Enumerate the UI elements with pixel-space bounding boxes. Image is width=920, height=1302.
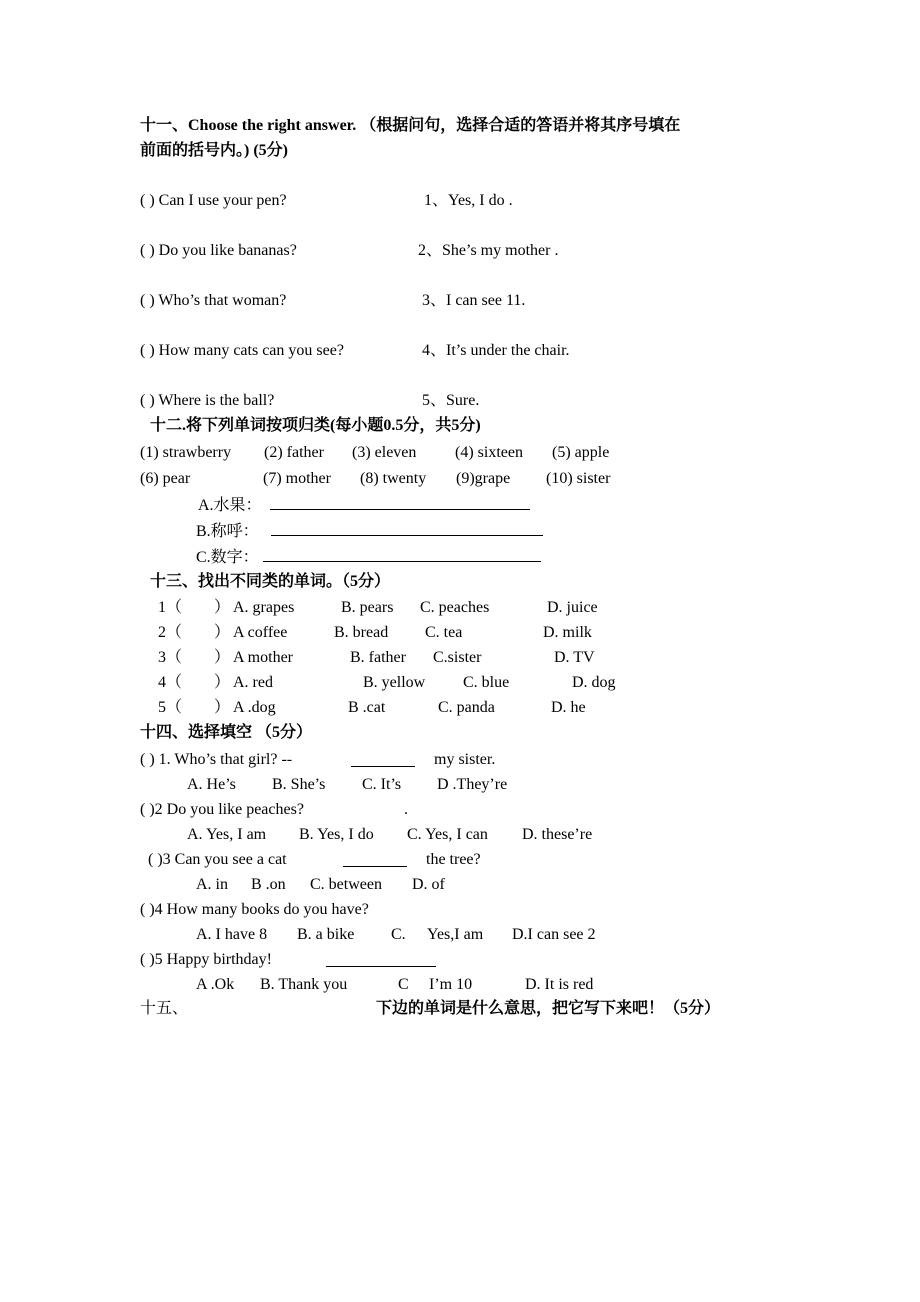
section-15-heading: 下边的单词是什么意思，把它写下来吧！（5分） [376, 1000, 721, 1017]
s13-option-c: C. panda [438, 699, 495, 716]
s13-row-close: ） [214, 624, 231, 641]
s13-row-close: ） [214, 599, 231, 616]
s14-q5-option: I’m 10 [429, 976, 473, 993]
s13-option-a: A mother [233, 649, 293, 666]
s14-question-1-end: my sister. [434, 751, 496, 768]
section-13-heading: 十三、找出不同类的单词。（5分） [150, 573, 391, 590]
s13-option-c: C. peaches [420, 599, 490, 616]
section-14-heading: 十四、选择填空 （5分） [140, 724, 313, 741]
s14-q4-option: D.I can see 2 [512, 926, 596, 943]
s13-option-b: B. father [350, 649, 406, 666]
section-12-heading: 十二.将下列单词按项归类(每小题0.5分，共5分) [150, 417, 481, 434]
s11-answer-3: 3、I can see 11. [422, 292, 526, 309]
s14-q2-option: C. Yes, I can [407, 826, 488, 843]
s12-category-fruit: A.水果： [198, 495, 530, 516]
s13-row-close: ） [214, 649, 231, 666]
s11-question-4: ( ) How many cats can you see? [140, 342, 344, 359]
s13-option-a: A .dog [233, 699, 276, 716]
s12-category-number: C.数字： [196, 547, 541, 568]
s13-row-num: 5（ [158, 699, 183, 716]
s14-q5-option: A .Ok [196, 976, 235, 993]
s11-question-3: ( ) Who’s that woman? [140, 292, 287, 309]
s14-q2-option: D. these’re [522, 826, 593, 843]
s13-option-b: B .cat [348, 699, 386, 716]
s11-question-1: ( ) Can I use your pen? [140, 192, 287, 209]
s14-question-4: ( )4 How many books do you have? [140, 901, 369, 918]
s12-category-title: B.称呼： [196, 521, 543, 542]
s13-option-d: D. juice [547, 599, 598, 616]
q1-blank[interactable] [351, 752, 415, 767]
s13-row-num: 1（ [158, 599, 183, 616]
s14-q3-option: B .on [251, 876, 286, 893]
s12-word: (4) sixteen [455, 444, 523, 461]
s14-q4-option: Yes,I am [427, 926, 484, 943]
s12-word: (9)grape [456, 470, 511, 487]
s14-q4-option: C. [391, 926, 406, 943]
s12-word: (2) father [264, 444, 324, 461]
s14-question-2: ( )2 Do you like peaches? [140, 801, 304, 818]
section-15-label: 十五、 [140, 1000, 189, 1017]
s13-row-close: ） [214, 674, 231, 691]
s14-question-5: ( )5 Happy birthday! [140, 951, 272, 968]
s14-q3-option: A. in [196, 876, 228, 893]
s12-word: (6) pear [140, 470, 191, 487]
s13-option-a: A. grapes [233, 599, 295, 616]
s14-q5-option: C [398, 976, 409, 993]
s14-q5-option: B. Thank you [260, 976, 348, 993]
s12-word: (5) apple [552, 444, 610, 461]
s12-word: (1) strawberry [140, 444, 232, 461]
s13-option-b: B. yellow [363, 674, 426, 691]
s13-option-d: D. he [551, 699, 586, 716]
s11-question-2: ( ) Do you like bananas? [140, 242, 297, 259]
s11-answer-2: 2、She’s my mother . [418, 242, 559, 259]
s12-word: (7) mother [263, 470, 331, 487]
s13-option-b: B. bread [334, 624, 389, 641]
s14-q1-option: B. She’s [272, 776, 326, 793]
s11-answer-4: 4、It’s under the chair. [422, 342, 570, 359]
s14-q2-option: B. Yes, I do [299, 826, 374, 843]
s11-answer-5: 5、Sure. [422, 392, 480, 409]
s12-word: (3) eleven [352, 444, 417, 461]
s13-option-a: A. red [233, 674, 273, 691]
s13-option-d: D. dog [572, 674, 616, 691]
s13-option-a: A coffee [233, 624, 288, 641]
number-answer-line[interactable] [263, 547, 541, 562]
s14-q3-option: C. between [310, 876, 382, 893]
s14-q4-option: A. I have 8 [196, 926, 268, 943]
s14-question-1: ( ) 1. Who’s that girl? -- [140, 751, 293, 768]
section-11-heading: 十一、Choose the right answer. （根据问句，选择合适的答语并将其序号填在 [140, 117, 681, 134]
q3-blank[interactable] [343, 852, 407, 867]
s13-row-num: 3（ [158, 649, 183, 666]
s14-q3-option: D. of [412, 876, 445, 893]
s14-question-2-end: . [404, 801, 408, 818]
s14-q5-option: D. It is red [525, 976, 594, 993]
s11-answer-1: 1、Yes, I do . [424, 192, 513, 209]
s13-option-b: B. pears [341, 599, 394, 616]
s14-question-3-end: the tree? [426, 851, 481, 868]
s12-word: (10) sister [546, 470, 611, 487]
s13-option-c: C. blue [463, 674, 510, 691]
s12-word: (8) twenty [360, 470, 427, 487]
s13-option-c: C. tea [425, 624, 463, 641]
title-answer-line[interactable] [271, 521, 543, 536]
s14-question-3: ( )3 Can you see a cat [148, 851, 287, 868]
s13-row-num: 4（ [158, 674, 183, 691]
s13-option-d: D. TV [554, 649, 595, 666]
q5-blank[interactable] [326, 952, 436, 967]
s13-row-close: ） [214, 699, 231, 716]
s14-q1-option: C. It’s [362, 776, 402, 793]
s14-q2-option: A. Yes, I am [187, 826, 267, 843]
section-11-heading-cont: 前面的括号内。) (5分) [140, 142, 288, 159]
s14-q1-option: A. He’s [187, 776, 236, 793]
s14-q4-option: B. a bike [297, 926, 355, 943]
s14-q1-option: D .They’re [437, 776, 508, 793]
s13-option-d: D. milk [543, 624, 592, 641]
fruit-answer-line[interactable] [270, 495, 530, 510]
s13-row-num: 2（ [158, 624, 183, 641]
s11-question-5: ( ) Where is the ball? [140, 392, 275, 409]
s13-option-c: C.sister [433, 649, 482, 666]
